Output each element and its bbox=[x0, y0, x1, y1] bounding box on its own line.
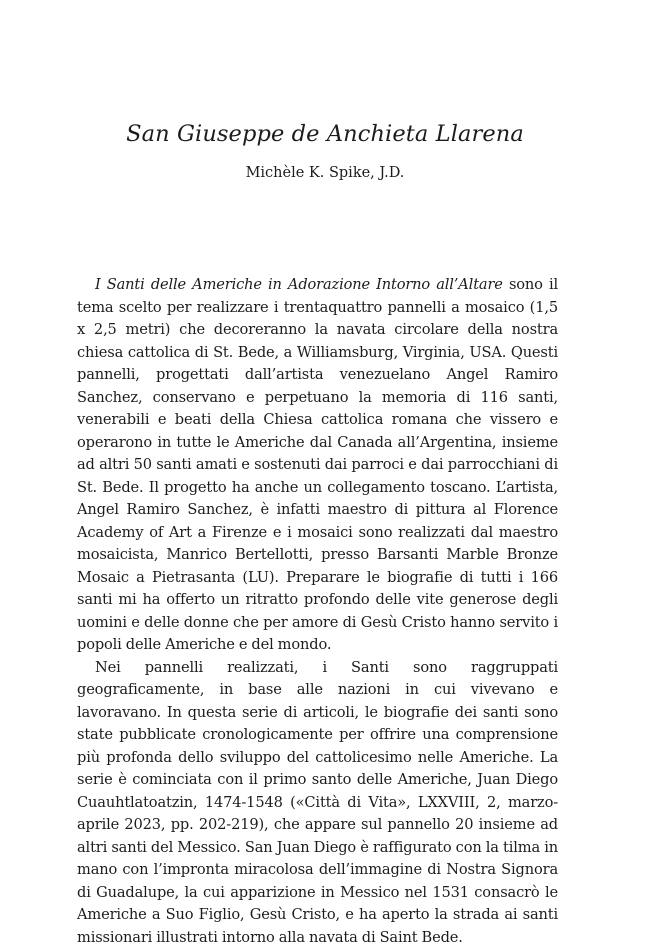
paragraph-1-text: sono il tema scelto per realizzare i trentaquattro pannelli a mosaico (1,5 x 2,5 metri) che decoreranno la navata circolare della nostra chiesa cattolica di St. Bede, a Williamsburg, Virginia, USA. Questi pannelli, progettati dall’artista venezuelano Angel Ramiro Sanchez, conservano e perpetuano la memoria di 116 santi, venerabili e beati della Chiesa cattolica romana che vissero e operarono in tutte le Americhe dal Canada all’Argentina, insieme ad altri 50 santi amati e sostenuti dai parroci e dai parrocchiani di St. Bede. Il progetto ha anche un collegamento toscano. L’artista, Angel Ramiro Sanchez, è infatti maestro di pittura al Florence Academy of Art a Firenze e i mosaici sono realizzati dal maestro mosaicista, Manrico Bertellotti, presso Barsanti Marble Bronze Mosaic a Pietrasanta (LU). Preparare le biografie di tutti i 166 santi mi ha offerto un ritratto profondo delle vite generose degli uomini e delle donne che per amore di Gesù Cristo hanno servito i popoli delle Americhe e del mondo. bbox=[77, 276, 558, 653]
artwork-title: I Santi delle Americhe in Adorazione Intorno all’Altare bbox=[95, 276, 503, 293]
paragraph-2: Nei pannelli realizzati, i Santi sono raggruppati geograficamente, in base alle nazioni in cui vivevano e lavoravano. In questa serie di articoli, le biografie dei santi sono state pubblicate cronologicamente per offrire una comprensione più profonda dello sviluppo del cattolicesimo nelle Americhe. La serie è cominciata con il primo santo delle Americhe, Juan Diego Cuauhtlatoatzin, 1474-1548 («Città di Vita», LXXVIII, 2, marzo-aprile 2023, pp. 202-219), che appare sul pannello 20 insieme ad altri santi del Messico. San Juan Diego è raffigurato con la tilma in mano con l’impronta miracolosa dell’immagine di Nostra Signora di Guadalupe, la cui apparizione in Messico nel 1531 consacrò le Americhe a Suo Figlio, Gesù Cristo, e ha aperto la strada ai santi missionari illustrati intorno alla navata di Saint Bede. bbox=[77, 657, 558, 949]
article-author: Michèle K. Spike, J.D. bbox=[0, 165, 650, 181]
article-body bbox=[77, 274, 558, 949]
paragraph-1 bbox=[77, 274, 558, 657]
article-title: San Giuseppe de Anchieta Llarena bbox=[0, 121, 650, 147]
